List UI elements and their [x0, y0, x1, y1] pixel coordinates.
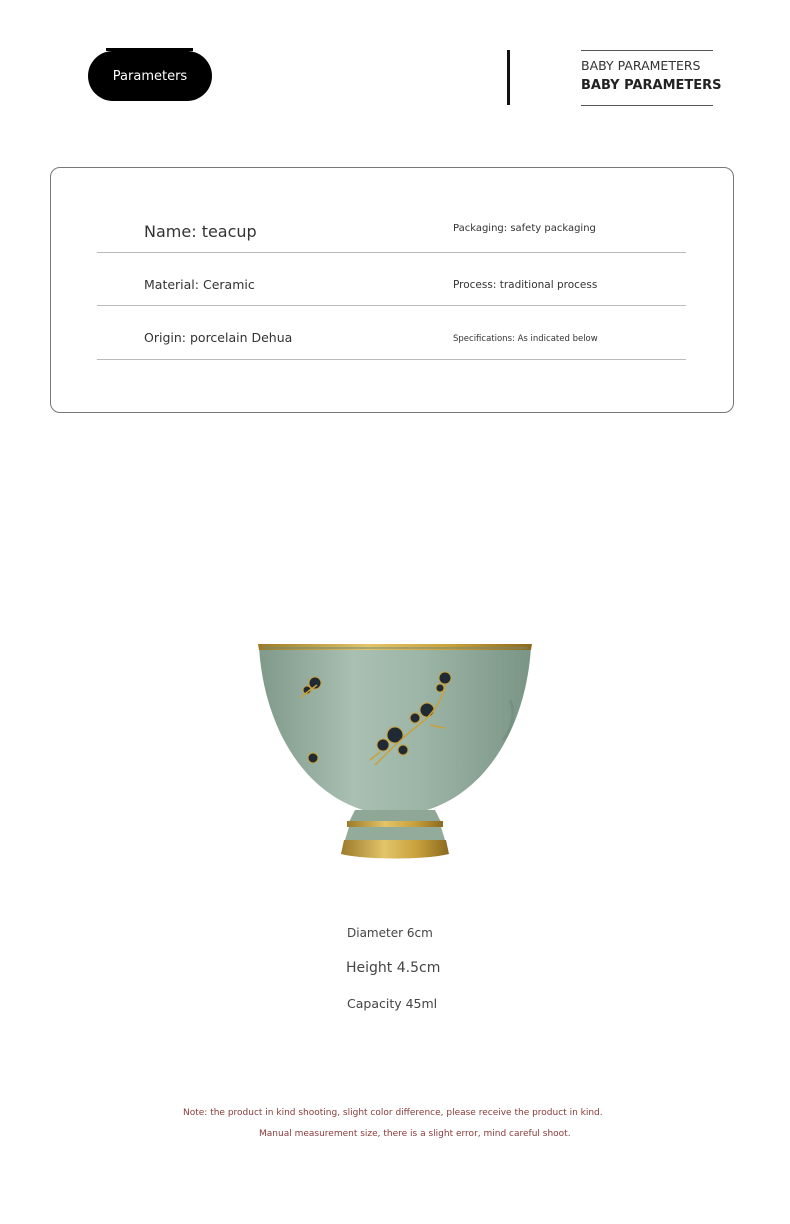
spec-packaging-value: safety packaging [510, 223, 596, 234]
spec-name [144, 222, 257, 241]
note-line-2: Manual measurement size, there is a slight error, mind careful shoot. [259, 1129, 571, 1139]
spec-origin-label: Origin: [144, 330, 186, 345]
dimension-capacity: Capacity 45ml [347, 996, 438, 1011]
baby-parameters-line2: BABY PARAMETERS [581, 78, 722, 93]
spec-specifications-label: Specifications: [453, 334, 515, 344]
spec-name-label: Name: [144, 222, 197, 241]
dimension-height: Height 4.5cm [346, 960, 441, 976]
spec-material [144, 277, 255, 292]
baby-parameters-heading [581, 50, 722, 106]
spec-material-label: Material: [144, 277, 199, 292]
spec-divider-1 [97, 252, 686, 253]
spec-process-label: Process: [453, 279, 497, 291]
spec-divider-3 [97, 359, 686, 360]
spec-specifications [453, 334, 598, 344]
spec-divider-2 [97, 305, 686, 306]
header-divider [507, 50, 510, 105]
spec-specifications-value: As indicated below [517, 334, 598, 344]
dimension-diameter: Diameter 6cm [347, 926, 433, 940]
baby-parameters-line1: BABY PARAMETERS [581, 58, 701, 73]
spec-origin-value: porcelain Dehua [189, 330, 293, 345]
spec-packaging-label: Packaging: [453, 223, 508, 234]
parameters-pill-label: Parameters [112, 68, 188, 84]
spec-material-value: Ceramic [202, 277, 255, 292]
spec-process-value: traditional process [499, 279, 598, 291]
spec-process [453, 279, 597, 291]
spec-origin [144, 330, 292, 345]
note-line-1: Note: the product in kind shooting, slight color difference, please receive the product in kind. [183, 1108, 603, 1118]
spec-name-value: teacup [201, 222, 257, 241]
spec-packaging [453, 223, 596, 234]
teacup-image [255, 640, 535, 865]
parameters-pill [88, 51, 212, 101]
